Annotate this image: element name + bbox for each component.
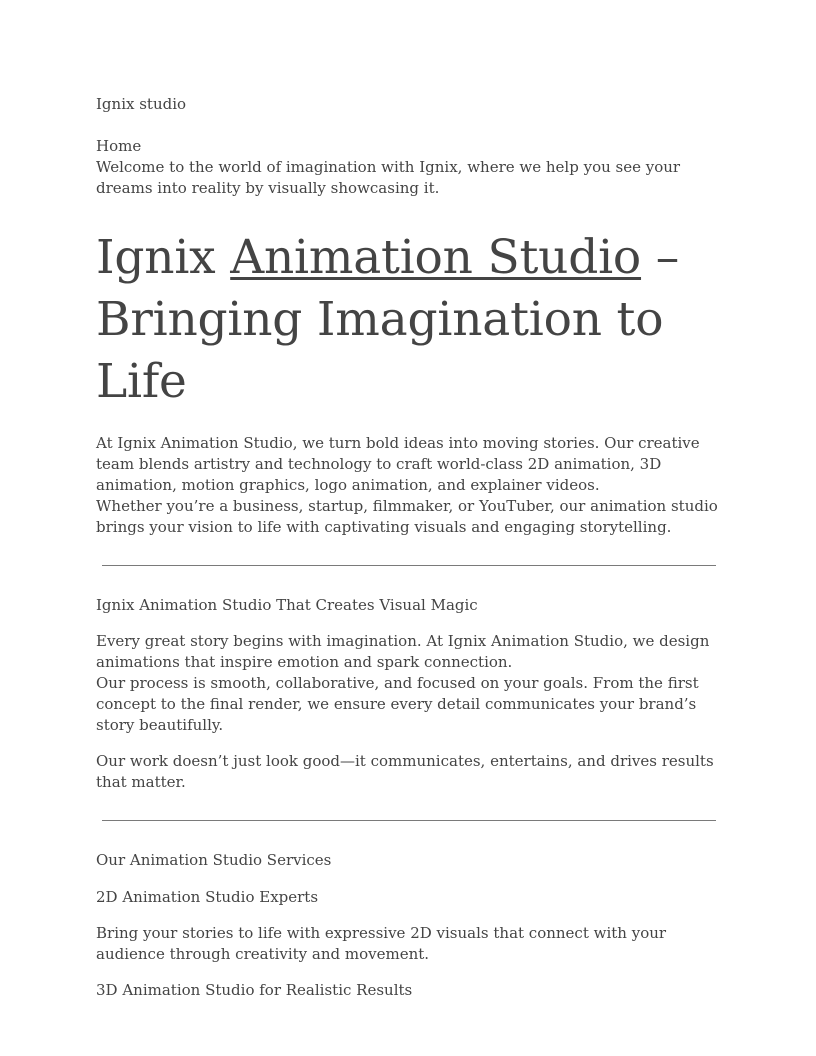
section-divider	[102, 820, 716, 821]
intro-line-1: At Ignix Animation Studio, we turn bold ideas into moving stories. Our creative team blends artistry and technology to craft world-class 2D animation, 3D animation, motion graphics, logo animation, and explainer videos.	[96, 434, 700, 494]
animation-studio-link[interactable]: Animation Studio	[230, 230, 642, 285]
service-2d-description: Bring your stories to life with expressive 2D visuals that connect with your audience through creativity and movement.	[96, 924, 667, 963]
service-2d-title: 2D Animation Studio Experts	[96, 888, 319, 906]
section-divider	[102, 565, 716, 566]
magic-line-1a: Every great story begins with imagination. At Ignix Animation Studio, we design animations that inspire emotion and spark connection.	[96, 632, 710, 671]
service-3d-title: 3D Animation Studio for Realistic Results	[96, 981, 413, 999]
page-title	[96, 227, 720, 413]
nav-home-link[interactable]: Home	[96, 137, 142, 155]
magic-heading: Ignix Animation Studio That Creates Visual Magic	[96, 596, 478, 614]
intro-line-2: Whether you’re a business, startup, filmmaker, or YouTuber, our animation studio brings your vision to life with captivating visuals and engaging storytelling.	[96, 497, 718, 536]
services-heading: Our Animation Studio Services	[96, 851, 332, 869]
magic-line-1b: Our process is smooth, collaborative, and focused on your goals. From the first concept to the final render, we ensure every detail communicates your brand’s story beautifully.	[96, 674, 699, 734]
title-suffix: – Bringing Imagination to Life	[96, 230, 680, 409]
magic-paragraph-1	[96, 631, 720, 736]
intro-paragraph	[96, 433, 720, 538]
title-prefix: Ignix	[96, 230, 231, 285]
magic-paragraph-2: Our work doesn’t just look good—it communicates, entertains, and drives results that matter.	[96, 752, 714, 791]
site-brand: Ignix studio	[96, 95, 187, 113]
welcome-text: Welcome to the world of imagination with Ignix, where we help you see your dreams into reality by visually showcasing it.	[96, 158, 681, 197]
document-page	[96, 94, 720, 1001]
